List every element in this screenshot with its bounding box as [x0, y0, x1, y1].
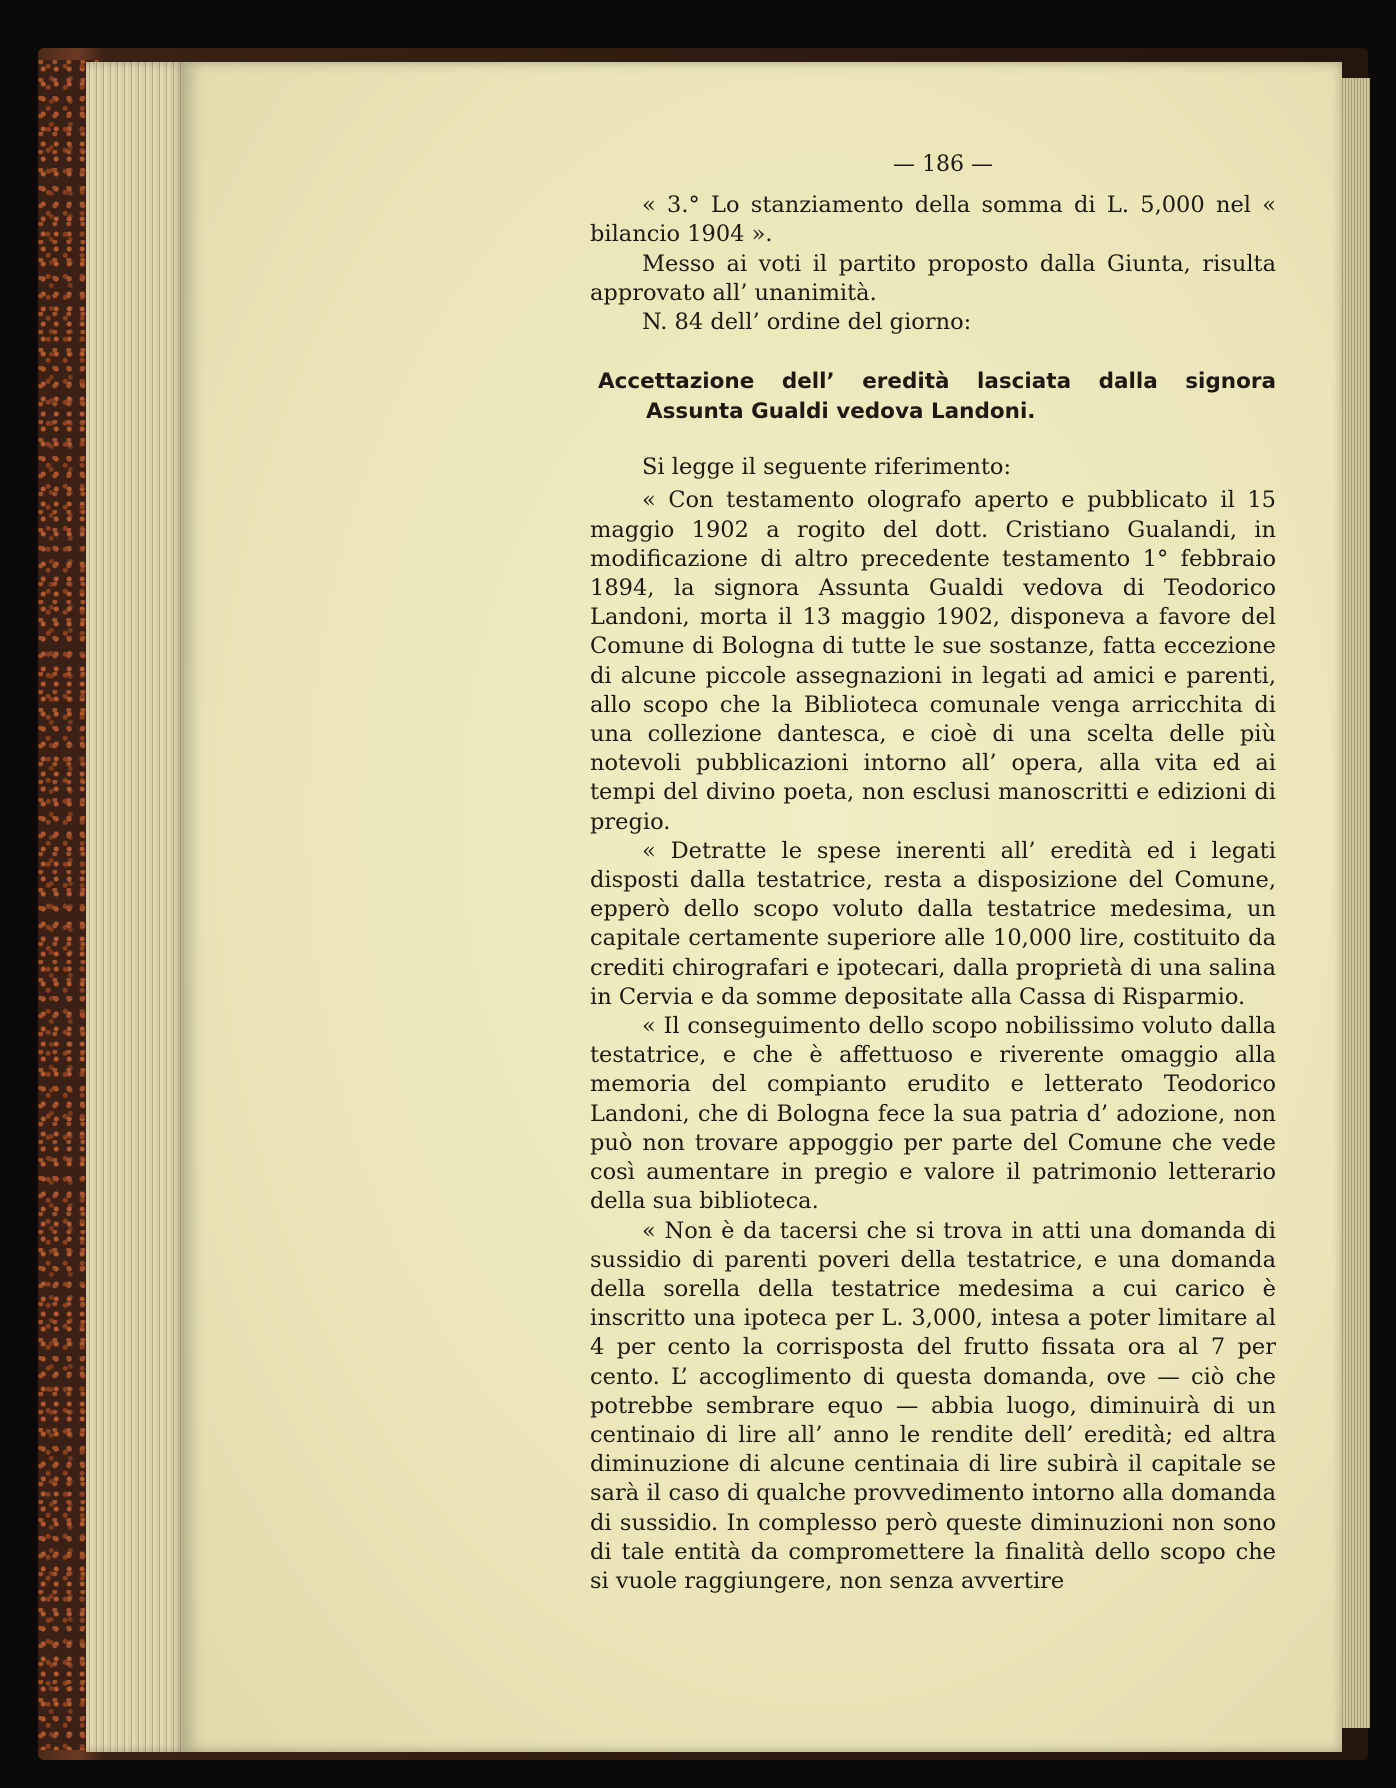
intro-line: Si legge il seguente riferimento:: [642, 454, 1012, 481]
right-page-edge: [1340, 78, 1370, 1728]
page-number: — 186 —: [893, 152, 993, 177]
paragraph: N. 84 dell’ ordine del giorno:: [642, 309, 972, 336]
paragraph: « Con testamento olografo aperto e pubblicato il 15 maggio 1902 a rogito del dott. Cristiano Gualandi, in modificazione di altro precedente testamento 1° febbraio 1894, la signora Assunta Gualdi vedova di Teodorico Landoni, morta il 13 maggio 1902, disponeva a favore del Comune di Bologna di tutte le sue sostanze, fatta eccezione di alcune piccole assegnazioni in legati ad amici e parenti, allo scopo che la Biblioteca comunale venga arricchita di una collezione dantesca, e cioè di una scelta delle più notevoli pubblicazioni intorno all’ opera, alla vita ed ai tempi del divino poeta, non esclusi manoscritti e edizioni di pregio.: [590, 487, 1276, 835]
section-heading: Accettazione dell’ eredità lasciata dalla signora Assunta Gualdi vedova Landoni.: [598, 369, 1276, 425]
paragraph: « Il conseguimento dello scopo nobilissimo voluto dalla testatrice, e che è affettuoso e riverente omaggio alla memoria del compianto erudito e letterato Teodorico Landoni, che di Bologna fece la sua patria d’ adozione, non può non trovare appoggio per parte del Comune che vede così aumentare in pregio e valore il patrimonio letterario della sua biblioteca.: [590, 1013, 1276, 1215]
page-edges: [86, 62, 186, 1752]
paragraph: Messo ai voti il partito proposto dalla Giunta, risulta approvato all’ unanimità.: [590, 250, 1276, 306]
paragraph: « Non è da tacersi che si trova in atti una domanda di sussidio di parenti poveri della testatrice, e una domanda della sorella della testatrice medesima a cui carico è inscritto una ipoteca per L. 3,000, intesa a poter limitare al 4 per cento la corrisposta del frutto fissata ora al 7 per cento. L’ accoglimento di questa domanda, ove — ciò che potrebbe sembrare equo — abbia luogo, diminuirà di un centinaio di lire all’ anno le rendite dell’ eredità; ed altra diminuzione di alcune centinaia di lire subirà il capitale se sarà il caso di qualche provvedimento intorno alla domanda di sussidio. In complesso però queste diminuzioni non sono di tale entità da compromettere la finalità dello scopo che si vuole raggiungere, non senza avvertire: [590, 1217, 1276, 1594]
paragraph: « Detratte le spese inerenti all’ eredità ed i legati disposti dalla testatrice, resta a disposizione del Comune, epperò dello scopo voluto dalla testatrice medesima, un capitale certamente superiore alle 10,000 lire, costituito da crediti chirografari e ipotecari, dalla proprietà di una salina in Cervia e da somme depositate alla Cassa di Risparmio.: [590, 837, 1276, 1010]
page-text: [590, 150, 1276, 1596]
paragraph: « 3.° Lo stanziamento della somma di L. 5,000 nel « bilancio 1904 ».: [590, 192, 1276, 248]
